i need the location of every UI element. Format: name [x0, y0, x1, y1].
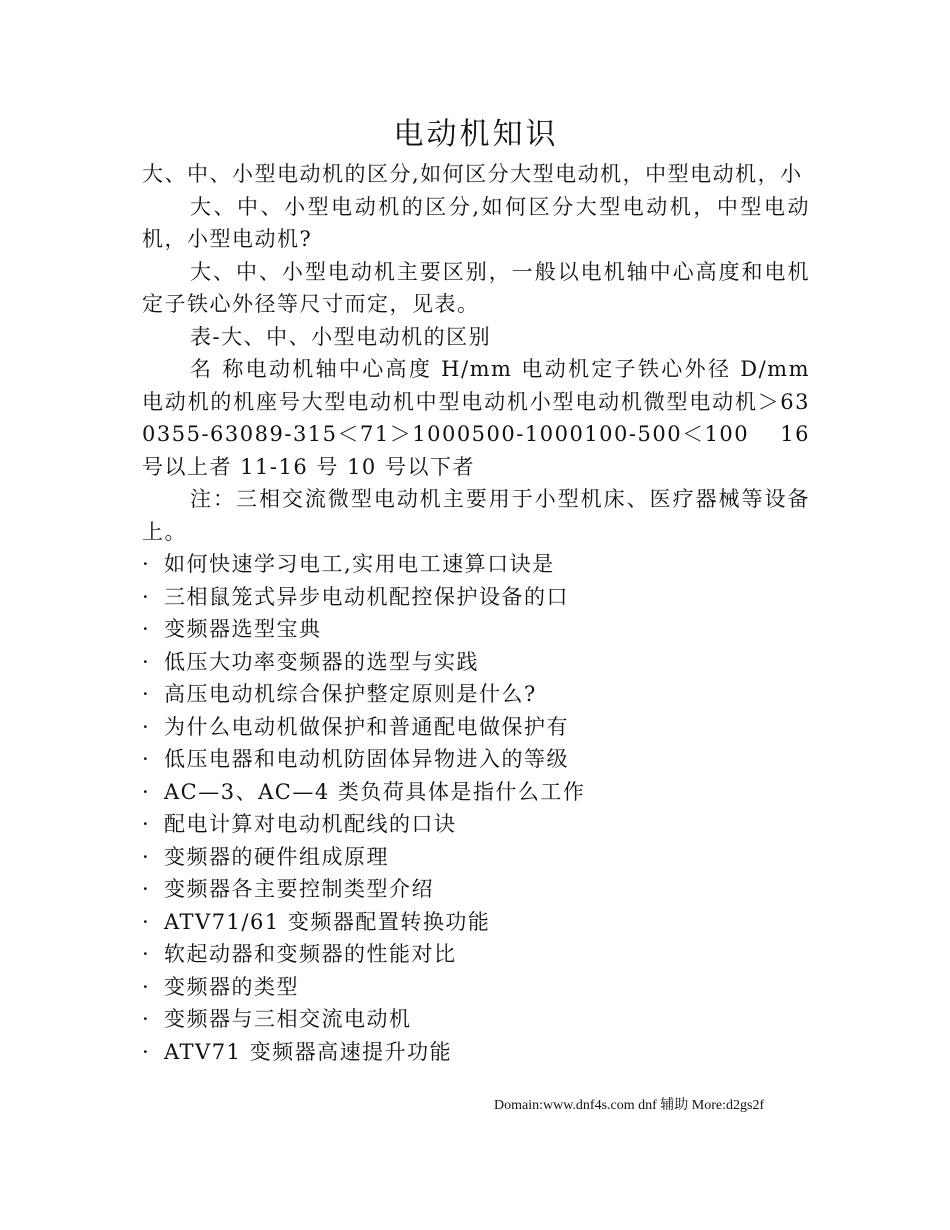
bullet-icon: · — [142, 747, 151, 771]
domain-footer: Domain:www.dnf4s.com dnf 辅助 More:d2gs2f — [494, 1098, 765, 1113]
related-link[interactable] — [142, 1003, 810, 1036]
answer-paragraph: 大、中、小型电动机主要区别，一般以电机轴中心高度和电机定子铁心外径等尺寸而定，见表。 — [142, 259, 810, 316]
table-caption: 表-大、中、小型电动机的区别 — [190, 324, 492, 349]
document-page — [142, 112, 810, 1068]
related-link[interactable] — [142, 938, 810, 971]
related-link-label[interactable]: 变频器与三相交流电动机 — [164, 1007, 412, 1031]
question-paragraph: 大、中、小型电动机的区分,如何区分大型电动机，中型电动机，小型电动机? — [142, 194, 810, 251]
related-link-label[interactable]: 为什么电动机做保护和普通配电做保护有 — [164, 714, 569, 739]
related-link[interactable] — [142, 678, 810, 711]
related-link[interactable] — [142, 743, 810, 776]
related-link-label[interactable]: ATV71 变频器高速提升功能 — [164, 1039, 453, 1064]
related-link[interactable] — [142, 971, 810, 1004]
bullet-icon: · — [142, 779, 151, 804]
bullet-icon: · — [142, 552, 151, 576]
related-link-label[interactable]: 变频器各主要控制类型介绍 — [164, 877, 434, 901]
related-link-label[interactable]: ATV71/61 变频器配置转换功能 — [164, 909, 491, 934]
related-link-label[interactable]: 变频器选型宝典 — [164, 617, 322, 641]
bullet-icon: · — [142, 617, 151, 641]
bullet-icon: · — [142, 1007, 151, 1031]
related-link-label[interactable]: 变频器的硬件组成原理 — [164, 844, 389, 869]
bullet-icon: · — [142, 812, 151, 836]
related-link[interactable] — [142, 646, 810, 679]
bullet-icon: · — [142, 714, 151, 739]
note-paragraph: 注：三相交流微型电动机主要用于小型机床、医疗器械等设备上。 — [142, 487, 810, 544]
related-link-label[interactable]: 低压电器和电动机防固体异物进入的等级 — [164, 747, 569, 771]
bullet-icon: · — [142, 682, 151, 706]
related-links-list — [142, 548, 810, 1068]
related-link[interactable] — [142, 906, 810, 939]
bullet-icon: · — [142, 877, 151, 901]
related-link-label[interactable]: 高压电动机综合保护整定原则是什么? — [164, 682, 537, 706]
related-link[interactable] — [142, 711, 810, 744]
related-link[interactable] — [142, 841, 810, 874]
related-link[interactable] — [142, 808, 810, 841]
related-link[interactable] — [142, 613, 810, 646]
bullet-icon: · — [142, 942, 151, 966]
heading-paragraph: 大、中、小型电动机的区分,如何区分大型电动机，中型电动机，小 — [142, 162, 803, 186]
related-link-label[interactable]: AC—3、AC—4 类负荷具体是指什么工作 — [164, 779, 586, 804]
related-link-label[interactable]: 配电计算对电动机配线的口诀 — [164, 812, 457, 836]
related-link-label[interactable]: 变频器的类型 — [164, 974, 299, 999]
document-title: 电动机知识 — [393, 117, 559, 152]
bullet-icon: · — [142, 1039, 151, 1064]
related-link[interactable] — [142, 1036, 810, 1069]
bullet-icon: · — [142, 909, 151, 934]
related-link[interactable] — [142, 873, 810, 906]
related-link[interactable] — [142, 581, 810, 614]
bullet-icon: · — [142, 974, 151, 999]
table-content: 名 称电动机轴中心高度 H/mm 电动机定子铁心外径 D/mm 电动机的机座号大型电动机中型电动机小型电动机微型电动机＞630355-63089-315＜71＞1000500-1000100-500＜100 16 号以上者 11-16 号 10 号以下者 — [142, 357, 810, 479]
related-link-label[interactable]: 低压大功率变频器的选型与实践 — [164, 649, 479, 674]
related-link-label[interactable]: 软起动器和变频器的性能对比 — [164, 942, 457, 966]
bullet-icon: · — [142, 649, 151, 674]
bullet-icon: · — [142, 584, 151, 609]
related-link-label[interactable]: 如何快速学习电工,实用电工速算口诀是 — [164, 552, 555, 576]
related-link-label[interactable]: 三相鼠笼式异步电动机配控保护设备的口 — [164, 584, 569, 609]
related-link[interactable] — [142, 548, 810, 581]
related-link[interactable] — [142, 776, 810, 809]
bullet-icon: · — [142, 844, 151, 869]
